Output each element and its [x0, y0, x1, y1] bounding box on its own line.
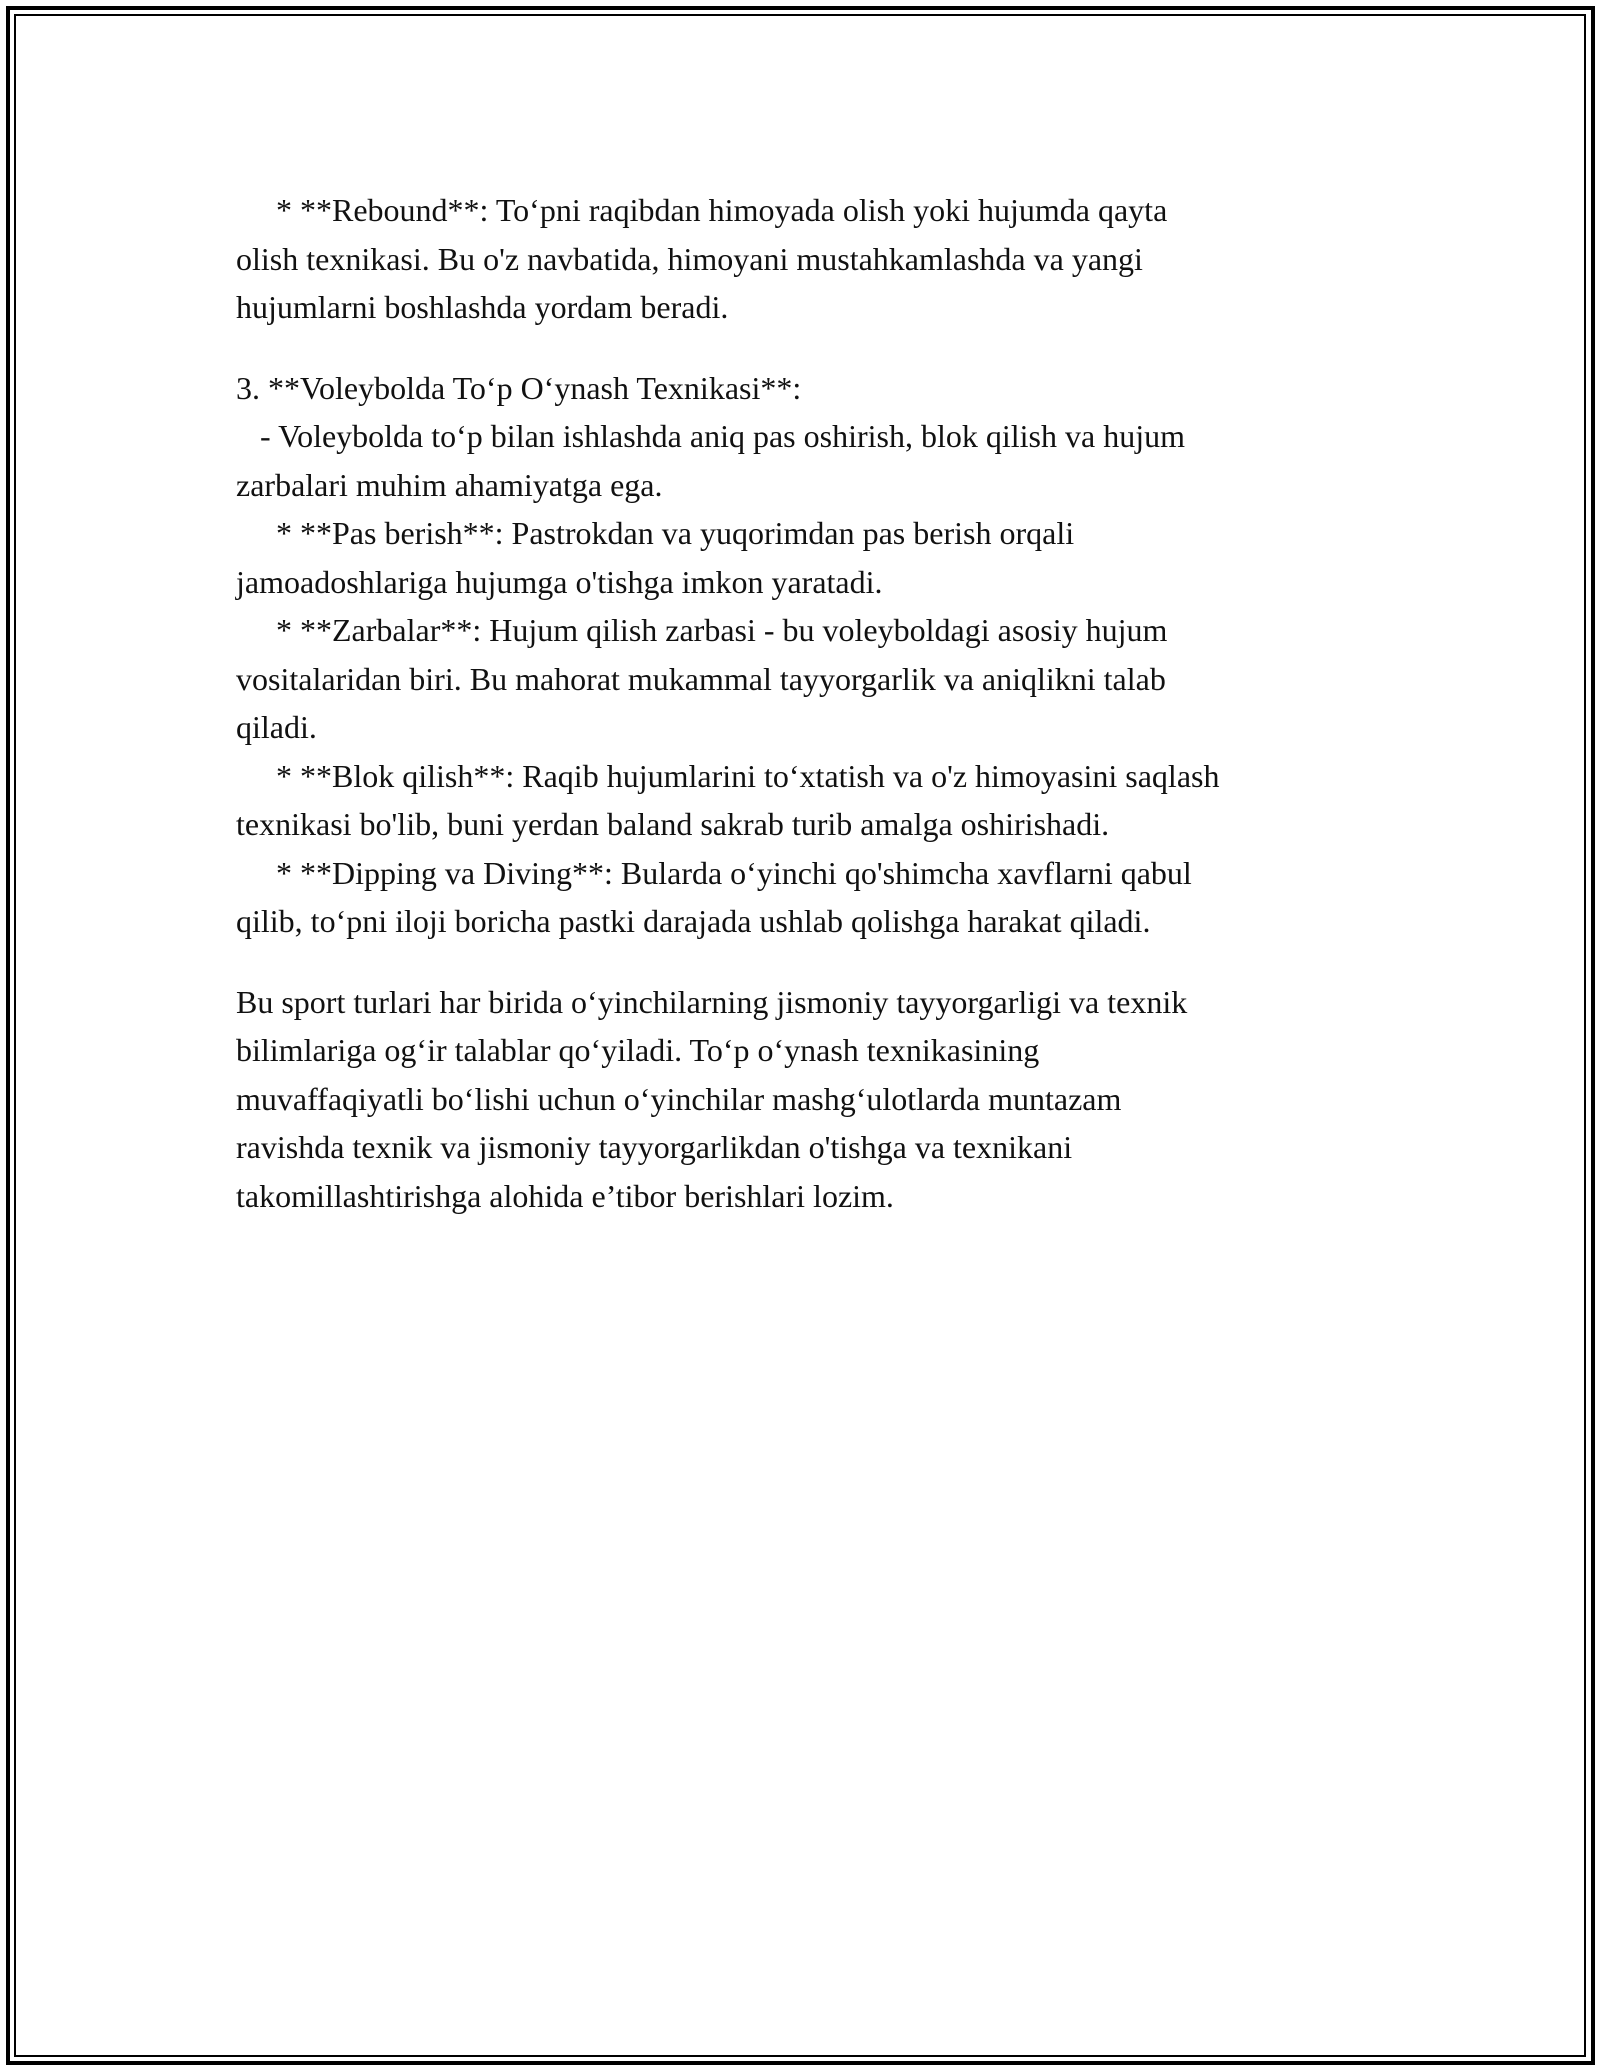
rebound-paragraph [236, 186, 1396, 332]
text-line: qiladi. [236, 709, 317, 745]
text-line: takomillashtirishga alohida e’tibor berishlari lozim. [236, 1177, 894, 1214]
volleyball-section [236, 364, 1396, 946]
text-line: Bu sport turlari har birida o‘yinchilarning jismoniy tayyorgarligi va texnik [236, 983, 1188, 1020]
paragraph-gap [236, 946, 1396, 978]
text-line: zarbalari muhim ahamiyatga ega. [236, 466, 663, 503]
text-line: * **Blok qilish**: Raqib hujumlarini to‘xtatish va o'z himoyasini saqlash [236, 757, 1220, 794]
text-line: * **Pas berish**: Pastrokdan va yuqorimdan pas berish orqali [236, 515, 1075, 551]
text-line: vositalaridan biri. Bu mahorat mukammal tayyorgarlik va aniqlikni talab [236, 660, 1166, 697]
paragraph-gap [236, 332, 1396, 364]
text-line: ravishda texnik va jismoniy tayyorgarlikdan o'tishga va texnikani [236, 1129, 1073, 1165]
text-line: texnikasi bo'lib, buni yerdan baland sakrab turib amalga oshirishadi. [236, 806, 1110, 842]
text-line: jamoadoshlariga hujumga o'tishga imkon yaratadi. [236, 563, 883, 600]
text-line: * **Rebound**: To‘pni raqibdan himoyada olish yoki hujumda qayta [236, 192, 1168, 228]
text-line: * **Zarbalar**: Hujum qilish zarbasi - bu voleyboldagi asosiy hujum [236, 612, 1168, 648]
text-line: - Voleybolda to‘p bilan ishlashda aniq pas oshirish, blok qilish va hujum [236, 418, 1185, 454]
text-line: muvaffaqiyatli bo‘lishi uchun o‘yinchilar mashg‘ulotlarda muntazam [236, 1080, 1122, 1117]
section-heading: 3. **Voleybolda To‘p O‘ynash Texnikasi**: [236, 369, 802, 406]
text-line: bilimlariga og‘ir talablar qo‘yiladi. To‘p o‘ynash texnikasining [236, 1032, 1040, 1068]
text-line: * **Dipping va Diving**: Bularda o‘yinchi qo'shimcha xavflarni qabul [236, 854, 1192, 891]
text-line: hujumlarni boshlashda yordam beradi. [236, 289, 729, 325]
document-body [236, 186, 1396, 1220]
text-line: olish texnikasi. Bu o'z navbatida, himoyani mustahkamlashda va yangi [236, 240, 1143, 277]
conclusion-paragraph [236, 978, 1396, 1221]
text-line: qilib, to‘pni iloji boricha pastki darajada ushlab qolishga harakat qiladi. [236, 903, 1151, 939]
